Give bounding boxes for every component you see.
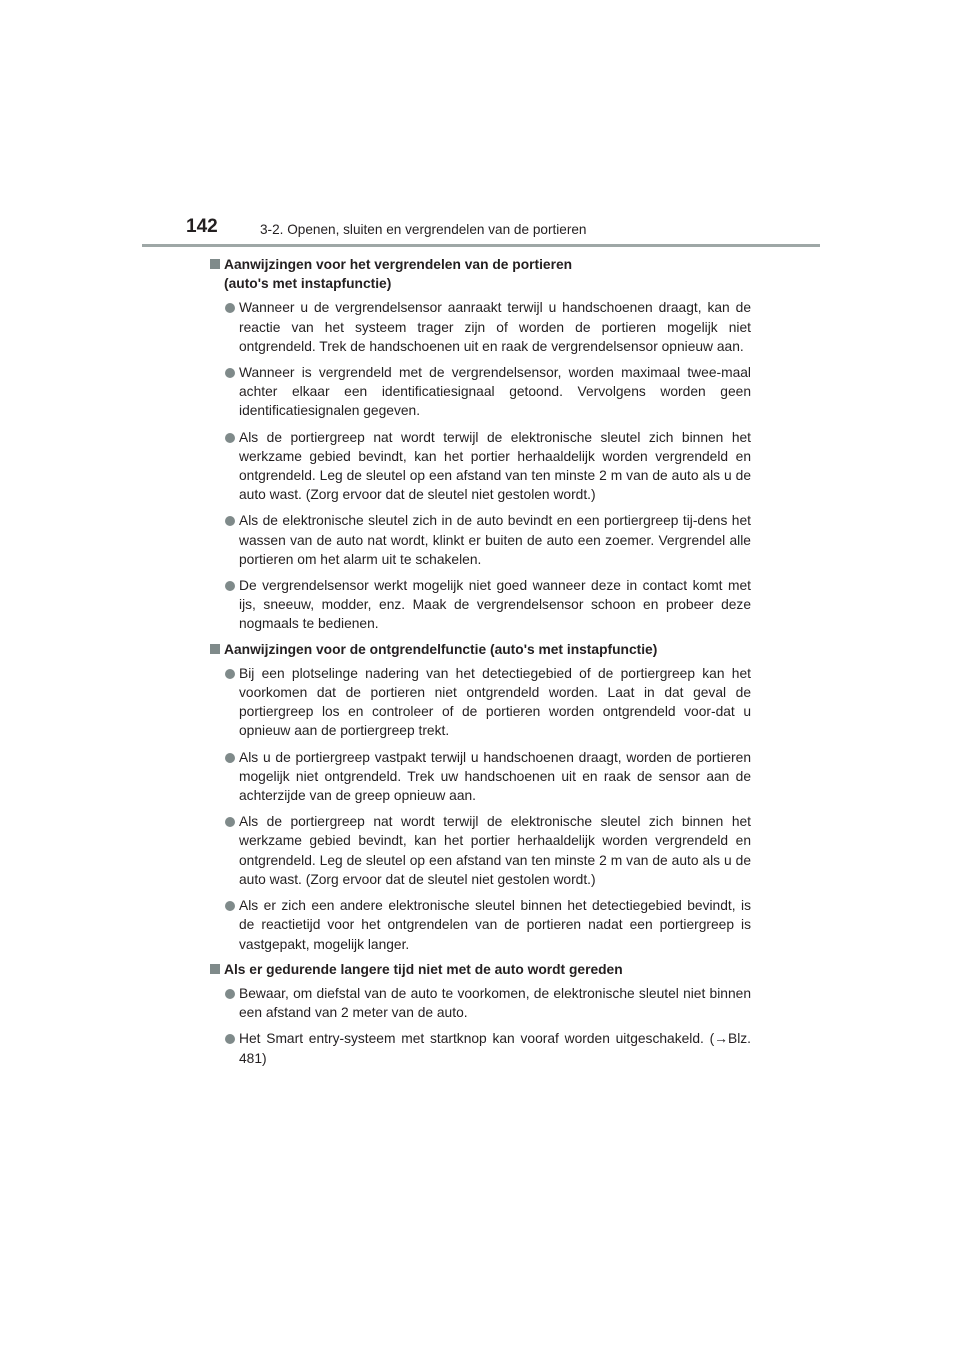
bullet-item: [210, 576, 751, 634]
round-bullet-icon: [225, 989, 235, 999]
bullet-text: Als u de portiergreep vastpakt terwijl u handschoenen draagt, worden de portieren mogelijk niet ontgrendeld. Trek uw handschoenen uit en raak de sensor aan de achterzijde van de greep opnieuw aan.: [239, 749, 751, 804]
bullet-text: Bij een plotselinge nadering van het detectiegebied of de portiergreep kan het voorkomen dat de portieren niet ontgrendeld worden. Laat in dat geval de portiergreep los en controleer of de portieren worden ontgrendeld voor-dat u opnieuw aan de portiergreep trekt.: [239, 665, 751, 739]
page-header: [186, 216, 820, 246]
section-heading: [210, 255, 751, 293]
round-bullet-icon: [225, 901, 235, 911]
bullet-item: [210, 298, 751, 356]
round-bullet-icon: [225, 753, 235, 763]
section: [210, 960, 751, 1068]
section-heading-line: Aanwijzingen voor het vergrendelen van de portieren: [224, 257, 573, 272]
bullet-text: Als er zich een andere elektronische sleutel binnen het detectiegebied bevindt, is de reactietijd voor het ontgrendelen van de portieren nadat een portiergreep is vastgepakt, mogelijk langer.: [239, 898, 751, 952]
round-bullet-icon: [225, 368, 235, 378]
bullet-item: [210, 664, 751, 741]
bullet-text: Als de portiergreep nat wordt terwijl de elektronische sleutel zich binnen het werkzame gebied bevindt, kan het portier herhaaldelijk worden vergrendeld en ontgrendeld. Leg de sleutel op een afstand van ten minste 2 m van de auto als u de auto wast. (Zorg ervoor dat de sleutel niet gestolen wordt.): [239, 429, 751, 503]
section-heading-line: Als er gedurende langere tijd niet met de auto wordt gereden: [224, 961, 623, 977]
bullet-item: [210, 984, 751, 1022]
section-heading: [210, 960, 751, 979]
round-bullet-icon: [225, 303, 235, 313]
bullet-item: [210, 511, 751, 569]
round-bullet-icon: [225, 1034, 235, 1044]
bullet-text: Bewaar, om diefstal van de auto te voorkomen, de elektronische sleutel niet binnen een afstand van 2 meter van de auto.: [239, 985, 751, 1021]
page-content: [210, 255, 751, 1074]
bullet-item: [210, 428, 751, 505]
round-bullet-icon: [225, 581, 235, 591]
chapter-title: 3-2. Openen, sluiten en vergrendelen van de portieren: [260, 222, 587, 237]
round-bullet-icon: [225, 516, 235, 526]
section: [210, 255, 751, 634]
bullet-text: Het Smart entry-systeem met startknop kan vooraf worden uitgeschakeld. (→Blz. 481): [239, 1031, 751, 1066]
bullet-item: [210, 363, 751, 421]
bullet-text: Wanneer u de vergrendelsensor aanraakt terwijl u handschoenen draagt, kan de reactie van het systeem trager zijn of worden de portieren mogelijk niet ontgrendeld. Trek de handschoenen uit en raak de vergrendelsensor opnieuw aan.: [239, 300, 751, 354]
section: [210, 640, 751, 954]
round-bullet-icon: [225, 817, 235, 827]
square-bullet-icon: [210, 259, 220, 269]
page-number: 142: [186, 216, 218, 237]
round-bullet-icon: [225, 433, 235, 443]
section-heading-line: (auto's met instapfunctie): [224, 276, 392, 292]
bullet-item: [210, 896, 751, 954]
bullet-text: Als de elektronische sleutel zich in de auto bevindt en een portiergreep tij-dens het wassen van de auto nat wordt, klinkt er buiten de auto een zoemer. Vergrendel alle portieren om het alarm uit te schakelen.: [239, 513, 751, 567]
bullet-text: Als de portiergreep nat wordt terwijl de elektronische sleutel zich binnen het werkzame gebied bevindt, kan het portier herhaaldelijk worden vergrendeld en ontgrendeld. Leg de sleutel op een afstand van ten minste 2 m van de auto als u de auto wast. (Zorg ervoor dat de sleutel niet gestolen wordt.): [239, 814, 751, 887]
section-heading-line: Aanwijzingen voor de ontgrendelfunctie (auto's met instapfunctie): [224, 641, 658, 657]
header-divider: [142, 244, 820, 247]
bullet-text: Wanneer is vergrendeld met de vergrendelsensor, worden maximaal twee-maal achter elkaar een identificatiesignaal getoond. Vervolgens worden geen identificatiesignalen gegeven.: [239, 365, 751, 419]
section-heading: [210, 640, 751, 659]
square-bullet-icon: [210, 964, 220, 974]
bullet-item: [210, 812, 751, 889]
bullet-item: [210, 1029, 751, 1067]
bullet-item: [210, 748, 751, 806]
bullet-text: De vergrendelsensor werkt mogelijk niet goed wanneer deze in contact komt met ijs, sneeuw, modder, enz. Maak de vergrendelsensor schoon en probeer deze nogmaals te bedienen.: [239, 578, 751, 632]
round-bullet-icon: [225, 669, 235, 679]
square-bullet-icon: [210, 644, 220, 654]
